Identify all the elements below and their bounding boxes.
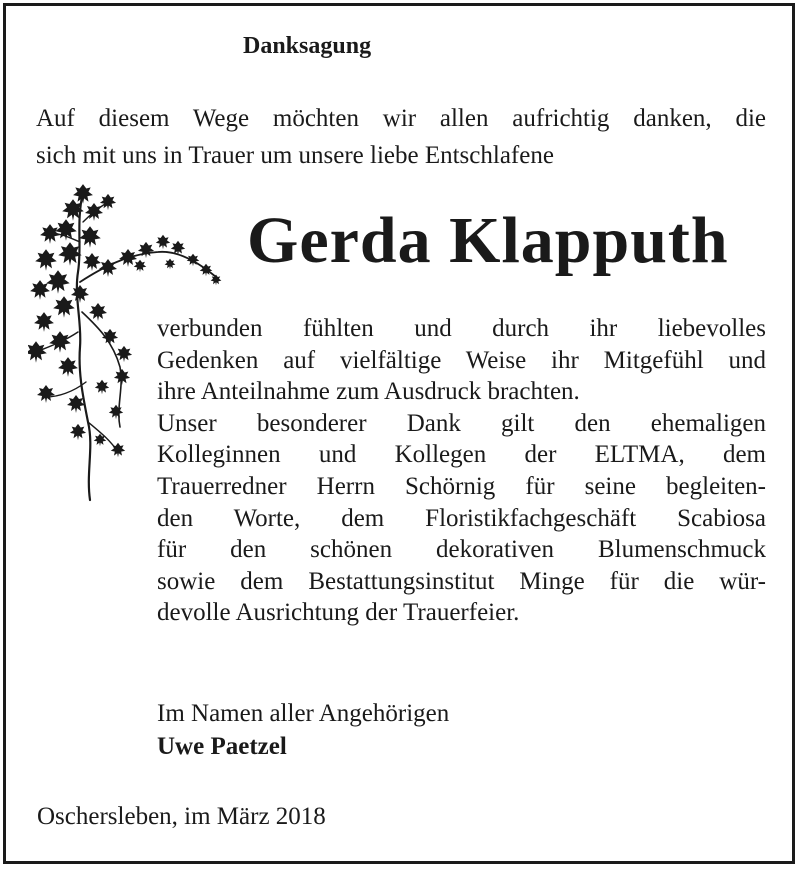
body-line: Kolleginnen und Kollegen der ELTMA, dem (157, 441, 766, 469)
deceased-name: Gerda Klapputh (247, 204, 729, 277)
body-line: Trauerredner Herrn Schörnig für seine begleiten- (157, 472, 766, 500)
signatory-name: Uwe Paetzel (157, 733, 287, 760)
body-line: verbunden fühlten und durch ihr liebevolles (157, 315, 766, 342)
body-line: Gedenken auf vielfältige Weise ihr Mitgefühl und (157, 346, 766, 374)
body-line: für den schönen dekorativen Blumenschmuck (157, 536, 766, 564)
body-line: Unser besonderer Dank gilt den ehemaligen (157, 409, 766, 437)
intro-text (36, 100, 766, 174)
intro-line: sich mit uns in Trauer um unsere liebe Entschlafene (36, 142, 554, 169)
closing-line: Im Namen aller Angehörigen (157, 700, 450, 727)
thanks-body (157, 313, 766, 629)
body-line: devolle Ausrichtung der Trauerfeier. (157, 599, 520, 627)
body-line: sowie dem Bestattungsinstitut Minge für die wür- (157, 567, 766, 595)
notice-heading: Danksagung (243, 33, 372, 59)
body-line: ihre Anteilnahme zum Ausdruck brachten. (157, 378, 580, 406)
body-line: den Worte, dem Floristikfachgeschäft Scabiosa (157, 504, 766, 532)
place-date: Oschersleben, im März 2018 (37, 803, 326, 830)
intro-line: Auf diesem Wege möchten wir allen aufrichtig danken, die (36, 105, 766, 132)
